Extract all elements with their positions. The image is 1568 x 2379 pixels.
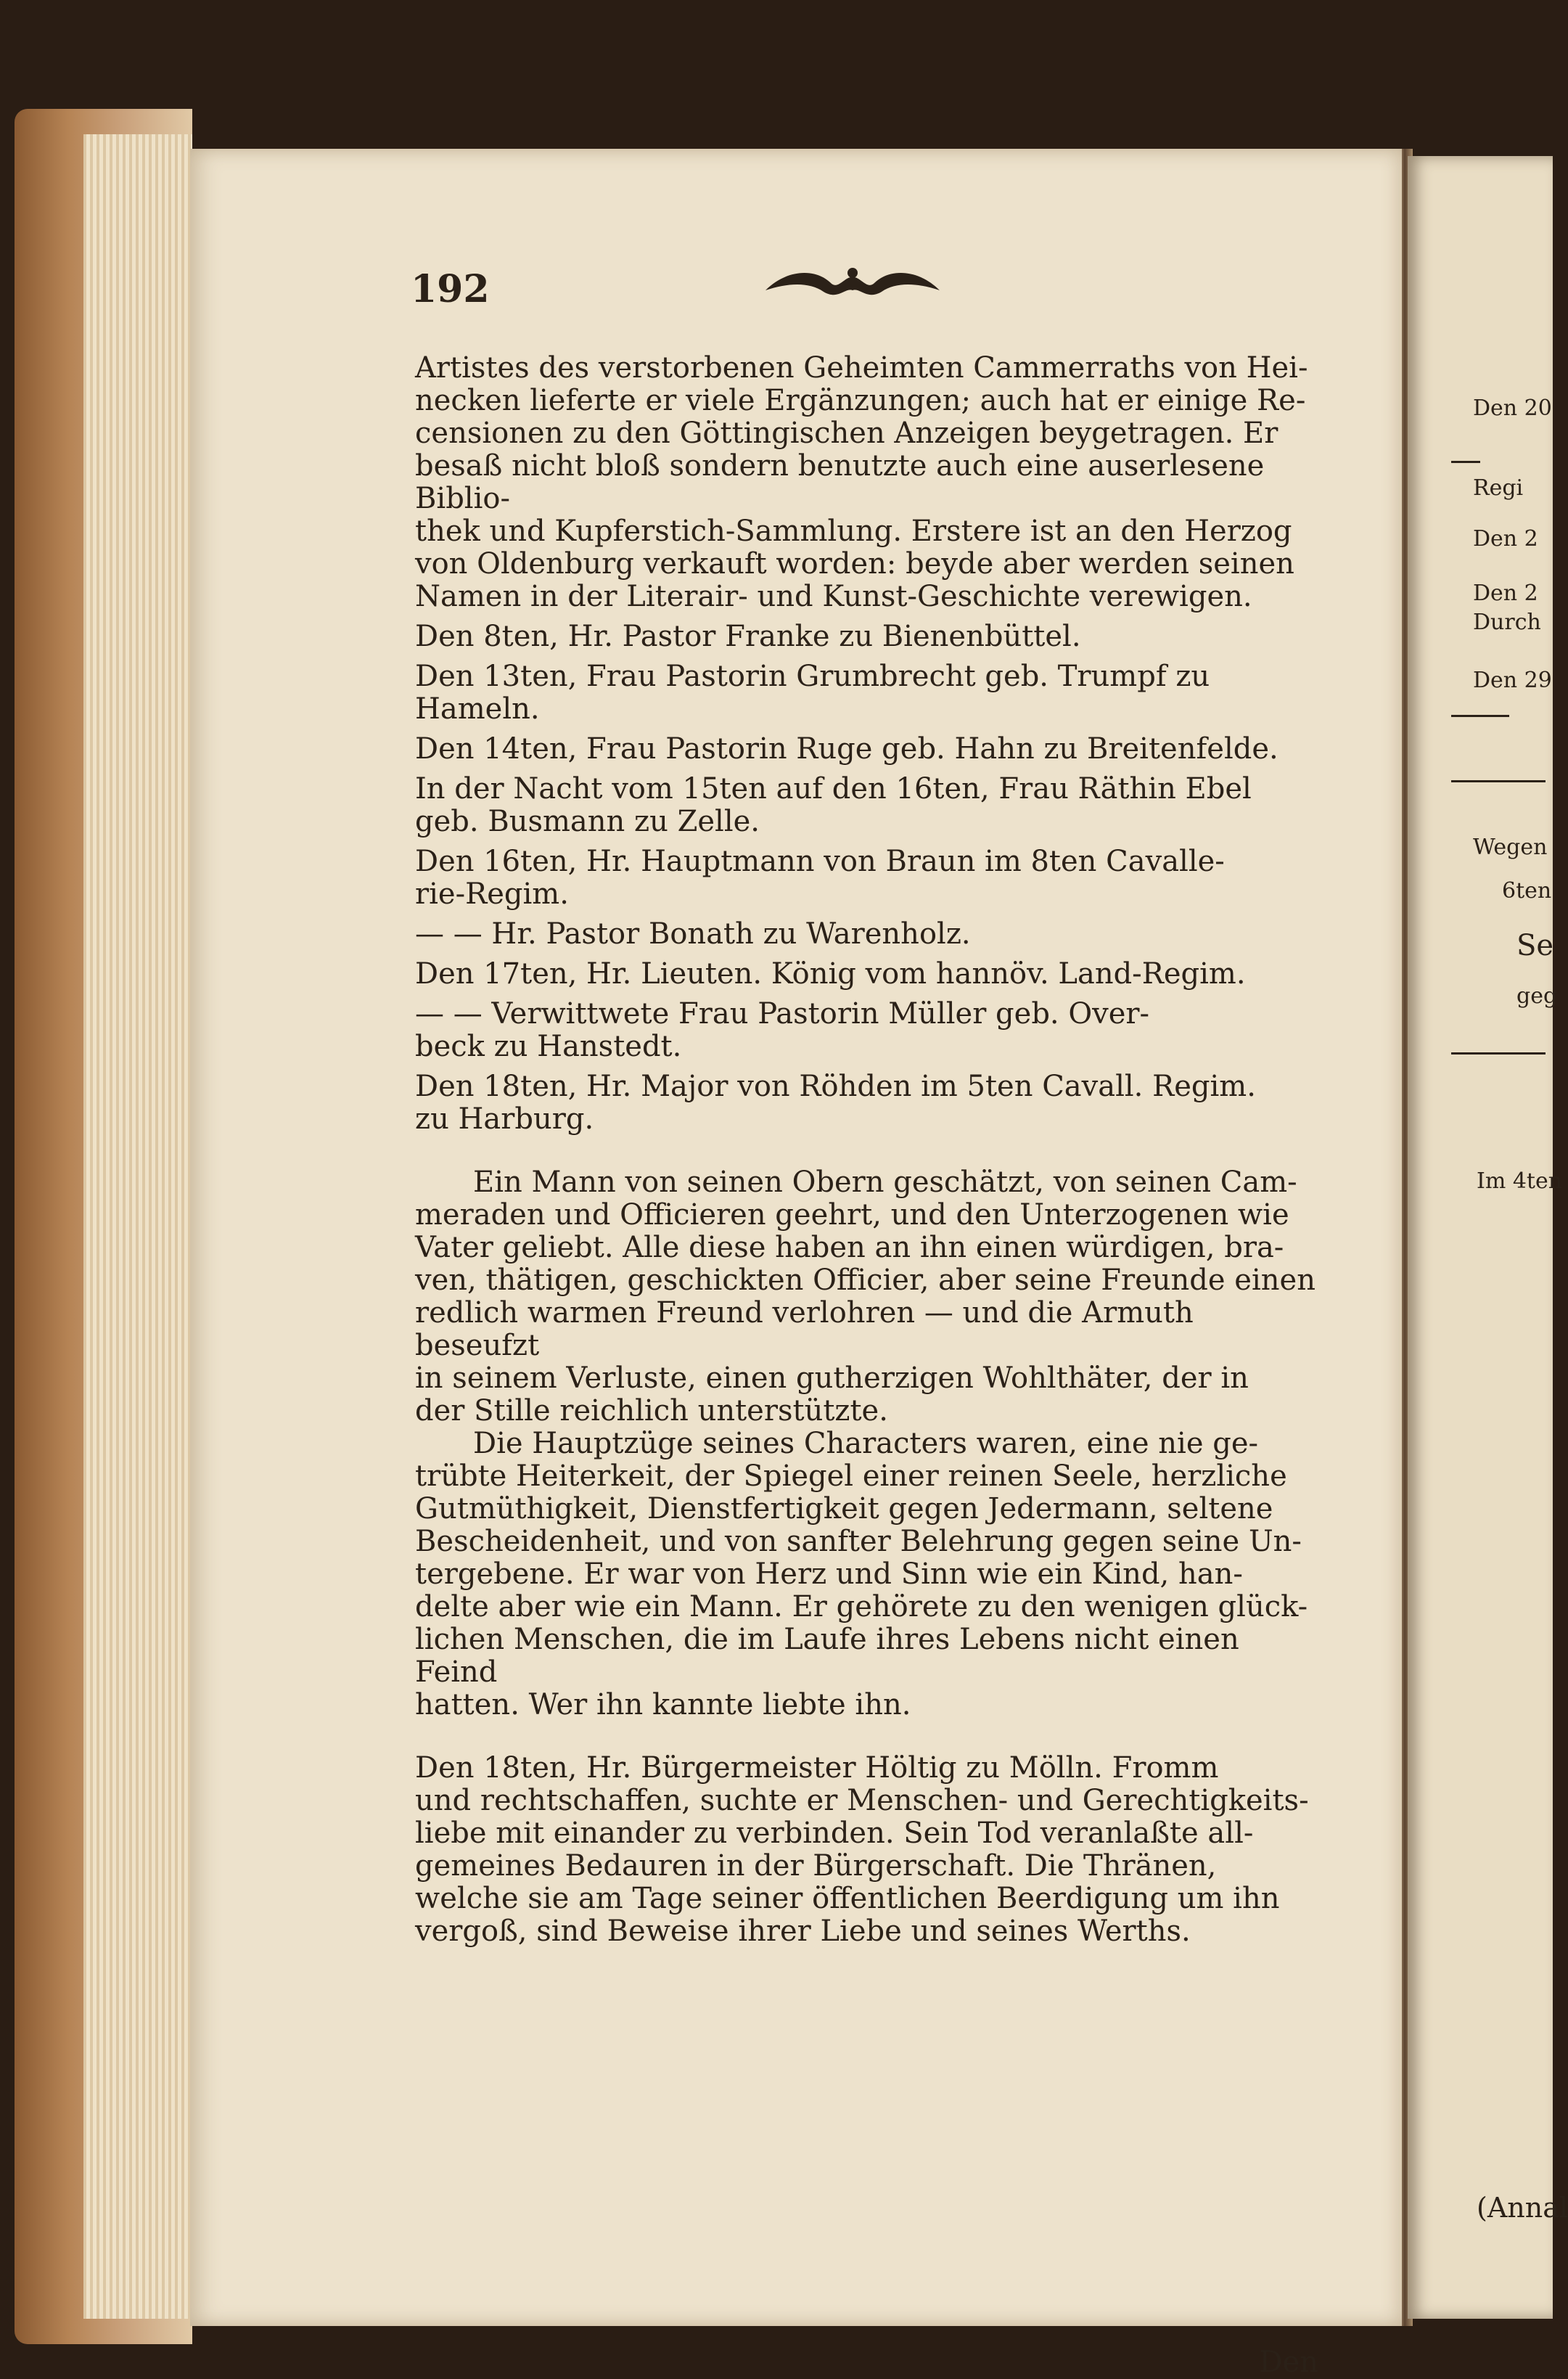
death-entry [415, 918, 1318, 951]
death-entry [415, 660, 1318, 726]
facing-page-fragment: geg [1516, 983, 1558, 1009]
death-entry [415, 998, 1318, 1063]
death-entry-buergermeister [415, 1752, 1318, 1948]
text-line: censionen zu den Göttingischen Anzeigen beygetragen. Er [415, 417, 1278, 450]
text-line: Hameln. [415, 692, 540, 726]
text-line: Den 14ten, Frau Pastorin Ruge geb. Hahn zu Breitenfelde. [415, 732, 1278, 766]
text-line: und rechtschaffen, suchte er Menschen- und Gerechtigkeits- [415, 1784, 1309, 1817]
page-number: 192 [411, 267, 490, 311]
facing-page-fragment: Im 4ten [1477, 1168, 1563, 1194]
text-line: Ein Mann von seinen Obern geschätzt, von seinen Cam- [473, 1166, 1297, 1199]
text-line: ven, thätigen, geschickten Officier, aber seine Freunde einen [415, 1264, 1315, 1297]
facing-page-fragment: Den 20 [1473, 396, 1552, 421]
facing-page-fragment: Wegen [1473, 835, 1548, 860]
facing-page-rule [1451, 780, 1546, 782]
death-entry [415, 958, 1318, 991]
text-line: thek und Kupferstich-Sammlung. Erstere ist an den Herzog [415, 515, 1292, 548]
facing-page-fragment: Durch [1473, 610, 1541, 635]
text-line: lichen Menschen, die im Laufe ihres Lebens nicht einen Feind [415, 1623, 1239, 1689]
death-entry [415, 773, 1318, 838]
facing-page [1408, 156, 1568, 2319]
death-entry [415, 845, 1318, 911]
text-line: Den 13ten, Frau Pastorin Grumbrecht geb. Trumpf zu [415, 660, 1210, 693]
death-entry [415, 1070, 1318, 1136]
text-line: der Stille reichlich unterstützte. [415, 1394, 888, 1428]
facing-page-fragment: (Annal [1477, 2192, 1568, 2224]
text-line: Die Hauptzüge seines Characters waren, eine nie ge- [473, 1427, 1259, 1460]
text-line: necken lieferte er viele Ergänzungen; auch hat er einige Re- [415, 384, 1306, 417]
text-line: welche sie am Tage seiner öffentlichen Beerdigung um ihn [415, 1882, 1280, 1915]
catchword: Den [1259, 2346, 1318, 2379]
facing-page-fragment: 6ten [1502, 878, 1552, 904]
facing-page-fragment: Den 2 [1473, 526, 1538, 552]
page-body [415, 351, 1318, 2379]
page-stack-edges [83, 134, 192, 2319]
text-line: trübte Heiterkeit, der Spiegel einer reinen Seele, herzliche [415, 1459, 1287, 1493]
text-line: Gutmüthigkeit, Dienstfertigkeit gegen Jedermann, seltene [415, 1492, 1273, 1526]
text-line: Vater geliebt. Alle diese haben an ihn einen würdigen, bra- [415, 1231, 1284, 1264]
text-line: Den 18ten, Hr. Bürgermeister Höltig zu Mölln. Fromm [415, 1751, 1219, 1785]
text-line: in seinem Verluste, einen gutherzigen Wohlthäter, der in [415, 1362, 1249, 1395]
text-line: besaß nicht bloß sondern benutzte auch eine auserlesene Biblio- [415, 449, 1265, 515]
text-line: Den 8ten, Hr. Pastor Franke zu Bienenbüttel. [415, 620, 1081, 653]
death-entry [415, 621, 1318, 653]
text-line: — — Verwittwete Frau Pastorin Müller geb. Over- [415, 997, 1150, 1031]
facing-page-dash [1451, 715, 1509, 717]
text-line: — — Hr. Pastor Bonath zu Warenholz. [415, 917, 971, 951]
text-line: redlich warmen Freund verlohren — und die Armuth beseufzt [415, 1296, 1194, 1362]
text-line: vergoß, sind Beweise ihrer Liebe und seines Werths. [415, 1915, 1191, 1948]
intro-paragraph [415, 352, 1318, 613]
text-line: meraden und Officieren geehrt, und den Unterzogenen wie [415, 1198, 1289, 1232]
facing-page-fragment: Den 2 [1473, 581, 1538, 606]
text-line: hatten. Wer ihn kannte liebte ihn. [415, 1688, 911, 1721]
text-line: beck zu Hanstedt. [415, 1030, 682, 1063]
text-line: geb. Busmann zu Zelle. [415, 805, 760, 838]
ornament-vignette-icon [758, 261, 947, 305]
facing-page-fragment: Regi [1473, 475, 1524, 501]
text-line: Den 17ten, Hr. Lieuten. König vom hannöv. Land-Regim. [415, 957, 1246, 991]
text-line: In der Nacht vom 15ten auf den 16ten, Frau Räthin Ebel [415, 772, 1252, 806]
facing-page-rule [1451, 1052, 1546, 1055]
text-line: delte aber wie ein Mann. Er gehörete zu den wenigen glück- [415, 1590, 1308, 1623]
text-line: von Oldenburg verkauft worden: beyde aber werden seinen [415, 547, 1294, 581]
text-line: rie-Regim. [415, 877, 569, 911]
text-line: Bescheidenheit, und von sanfter Belehrung gegen seine Un- [415, 1525, 1302, 1558]
text-line: liebe mit einander zu verbinden. Sein Tod veranlaßte all- [415, 1817, 1254, 1850]
facing-page-fragment: Se [1516, 929, 1554, 962]
text-line: gemeines Bedauren in der Bürgerschaft. Die Thränen, [415, 1849, 1217, 1883]
death-entry [415, 733, 1318, 766]
text-line: zu Harburg. [415, 1102, 594, 1136]
text-line: Artistes des verstorbenen Geheimten Cammerraths von Hei- [415, 351, 1308, 385]
facing-page-fragment: Den 29 [1473, 668, 1552, 693]
text-line: Den 18ten, Hr. Major von Röhden im 5ten Cavall. Regim. [415, 1070, 1256, 1103]
obituary-paragraph [415, 1166, 1318, 1721]
text-line: Namen in der Literair- und Kunst-Geschichte verewigen. [415, 580, 1252, 613]
text-line: Den 16ten, Hr. Hauptmann von Braun im 8ten Cavalle- [415, 845, 1225, 878]
facing-page-dash [1451, 461, 1480, 463]
text-line: tergebene. Er war von Herz und Sinn wie ein Kind, han- [415, 1557, 1243, 1591]
